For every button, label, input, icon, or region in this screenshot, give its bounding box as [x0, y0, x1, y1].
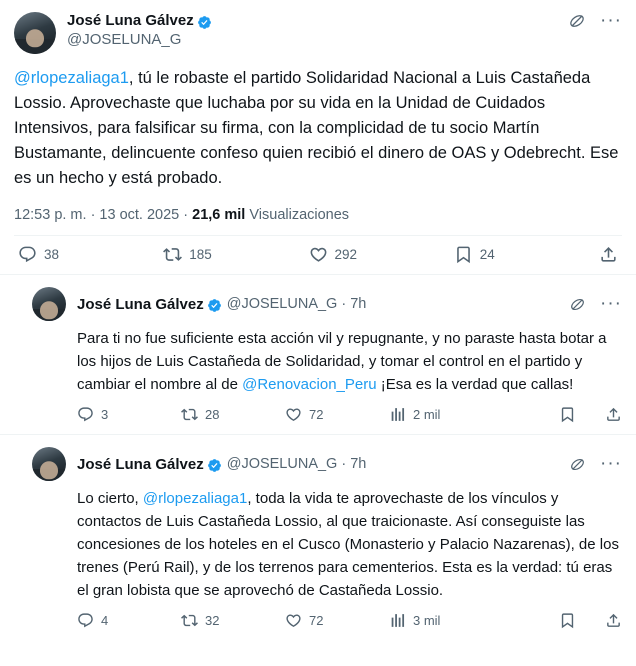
like-button[interactable]	[285, 406, 389, 423]
grok-icon[interactable]	[569, 296, 586, 313]
main-tweet-header	[14, 12, 622, 54]
verified-badge-icon	[197, 15, 212, 30]
bookmark-icon	[559, 406, 576, 423]
like-icon	[309, 245, 328, 264]
author-block[interactable]	[67, 12, 560, 49]
bookmark-count: 24	[479, 247, 495, 262]
views-count: 3 mil	[413, 613, 441, 628]
reply-count: 3	[101, 407, 109, 422]
share-icon	[599, 245, 618, 264]
like-icon	[285, 406, 302, 423]
bookmark-icon	[559, 612, 576, 629]
main-tweet	[0, 0, 636, 274]
reply-icon	[77, 612, 94, 629]
bookmark-button[interactable]	[454, 245, 599, 264]
grok-icon[interactable]	[568, 12, 586, 30]
timestamp: 12:53 p. m. · 13 oct. 2025 ·	[14, 207, 193, 223]
like-button[interactable]	[285, 612, 389, 629]
author-handle[interactable]: @JOSELUNA_G	[67, 31, 182, 48]
retweet-button[interactable]	[163, 245, 308, 264]
more-options-icon[interactable]: ···	[600, 293, 622, 314]
reply-1-actions	[77, 396, 622, 434]
share-button[interactable]	[605, 612, 622, 629]
avatar[interactable]	[14, 12, 56, 54]
author-block[interactable]	[77, 296, 561, 313]
main-tweet-text-body: , tú le robaste el partido Solidaridad Nacional a Luis Castañeda Lossio. Aprovechaste que luchaba por su vida en la Unidad de Cuidados Intensivos, para falsificar su firma, con la complicidad de tu socio Martín Bustamante, delincuente confeso quien recibió el dinero de OAS y Odebrecht. Ese es un hecho y está probado.	[14, 69, 619, 187]
avatar[interactable]	[32, 447, 66, 481]
views-button[interactable]	[389, 612, 493, 629]
separator: ·	[341, 456, 347, 472]
analytics-icon	[389, 612, 406, 629]
author-display-name[interactable]: José Luna Gálvez	[77, 295, 204, 313]
more-options-icon[interactable]: ···	[600, 10, 622, 31]
retweet-button[interactable]	[181, 406, 285, 423]
reply-tweet-2	[0, 434, 636, 640]
reply-2-text-post: , toda la vida te aprovechaste de los vínculos y contactos de Luis Castañeda Lossio, al que traicionaste. Así conseguiste las concesiones de los hoteles en el Cusco (Monasterio y Palacio Nazarenas), de los trenes (Perú Rail), y de los terrenos para cementerios. Esta es la verdad: tú eras el gran lobista que se aprovechó de Castañeda Lossio.	[77, 490, 619, 599]
share-icon	[605, 612, 622, 629]
bookmark-icon	[454, 245, 473, 264]
reply-count: 38	[44, 247, 60, 262]
reply-icon	[77, 406, 94, 423]
reply-2-header	[32, 447, 622, 481]
reply-1-header-actions	[561, 293, 622, 314]
views-count: 2 mil	[413, 407, 441, 422]
mention-link[interactable]: @Renovacion_Peru	[242, 376, 377, 393]
reply-count: 4	[101, 613, 109, 628]
author-display-name[interactable]: José Luna Gálvez	[77, 455, 204, 473]
reply-tweet-1	[0, 274, 636, 434]
separator: ·	[341, 296, 347, 312]
views-count: 21,6 mil	[192, 207, 246, 223]
author-block[interactable]	[77, 456, 561, 473]
reply-button[interactable]	[77, 612, 181, 629]
reply-icon	[18, 245, 37, 264]
retweet-count: 28	[205, 407, 220, 422]
views-word: Visualizaciones	[249, 207, 350, 223]
retweet-count: 32	[205, 613, 220, 628]
main-tweet-meta	[14, 207, 622, 223]
like-count: 72	[309, 407, 324, 422]
reply-1-text-post: ¡Esa es la verdad que callas!	[376, 376, 574, 393]
like-count: 72	[309, 613, 324, 628]
share-button[interactable]	[599, 245, 618, 264]
verified-badge-icon	[207, 458, 222, 473]
bookmark-button[interactable]	[559, 406, 583, 423]
views-button[interactable]	[389, 406, 493, 423]
reply-button[interactable]	[77, 406, 181, 423]
share-button[interactable]	[605, 406, 622, 423]
main-tweet-actions	[14, 236, 622, 274]
reply-2-text-pre: Lo cierto,	[77, 490, 143, 507]
like-icon	[285, 612, 302, 629]
verified-badge-icon	[207, 298, 222, 313]
mention-link[interactable]: @rlopezaliaga1	[142, 490, 248, 507]
main-tweet-header-actions	[560, 12, 622, 30]
author-handle[interactable]: @JOSELUNA_G	[226, 296, 338, 312]
reply-2-header-actions	[561, 453, 622, 474]
analytics-icon	[389, 406, 406, 423]
bookmark-button[interactable]	[559, 612, 583, 629]
retweet-count: 185	[189, 247, 212, 262]
timestamp[interactable]: 7h	[350, 296, 367, 312]
mention-link[interactable]: @rlopezaliaga1	[14, 69, 129, 87]
retweet-button[interactable]	[181, 612, 285, 629]
main-tweet-text	[14, 66, 622, 191]
like-button[interactable]	[309, 245, 454, 264]
author-display-name[interactable]: José Luna Gálvez	[67, 12, 194, 29]
reply-1-text-pre: Para ti no fue suficiente esta acción vil y repugnante, y no paraste hasta botar a los hijos de Luis Castañeda de Solidaridad, y tomar el control en el partido y cambiar el nombre al de	[77, 330, 607, 393]
retweet-icon	[181, 612, 198, 629]
reply-2-actions	[77, 602, 622, 640]
reply-1-text	[77, 327, 622, 396]
reply-button[interactable]	[18, 245, 163, 264]
more-options-icon[interactable]: ···	[600, 453, 622, 474]
grok-icon[interactable]	[569, 456, 586, 473]
avatar[interactable]	[32, 287, 66, 321]
like-count: 292	[334, 247, 358, 262]
reply-2-text	[77, 487, 622, 602]
reply-1-header	[32, 287, 622, 321]
author-handle[interactable]: @JOSELUNA_G	[226, 456, 338, 472]
retweet-icon	[163, 245, 182, 264]
timestamp[interactable]: 7h	[350, 456, 367, 472]
share-icon	[605, 406, 622, 423]
retweet-icon	[181, 406, 198, 423]
